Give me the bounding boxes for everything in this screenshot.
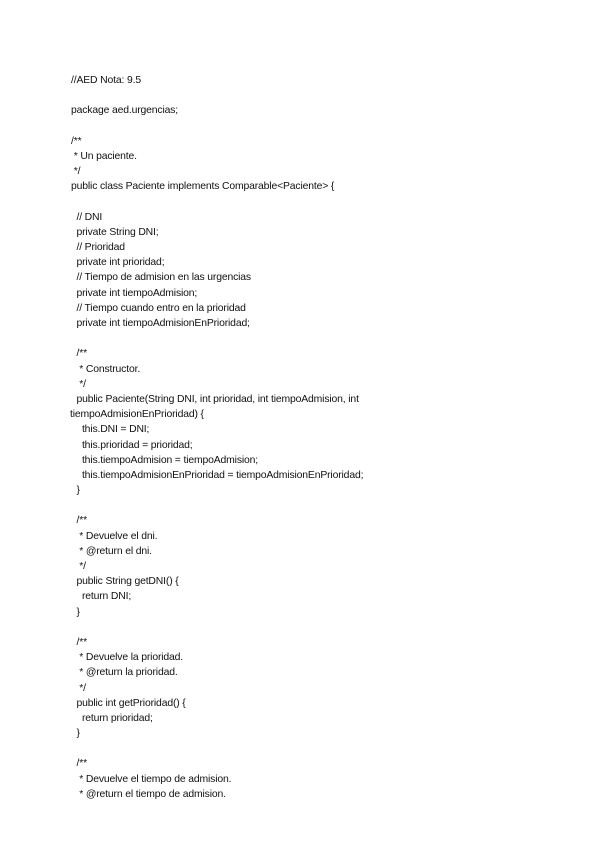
blank-line (71, 331, 581, 346)
blank-line (71, 498, 581, 513)
code-line: this.prioridad = prioridad; (71, 439, 193, 451)
code-line: * Constructor. (71, 363, 141, 375)
code-line: public String getDNI() { (71, 576, 179, 588)
code-line: */ (71, 166, 81, 178)
code-line: } (71, 728, 80, 740)
code-line: */ (71, 682, 86, 694)
code-line: private int tiempoAdmision; (71, 287, 198, 299)
blank-line (71, 741, 581, 756)
blank-line (71, 195, 581, 210)
code-line: */ (71, 561, 86, 572)
blank-line (71, 88, 581, 103)
code-line: private int tiempoAdmisionEnPrioridad; (71, 318, 250, 329)
code-line: /** (71, 758, 87, 770)
code-line: /** (71, 515, 87, 527)
code-line: } (71, 485, 80, 497)
blank-line (71, 119, 581, 134)
code-line: private int prioridad; (71, 257, 165, 269)
code-line: private String DNI; (71, 226, 159, 238)
code-line: return prioridad; (71, 712, 153, 724)
code-line: // Tiempo cuando entro en la prioridad (71, 302, 246, 314)
code-line: public class Paciente implements Comparable<Paciente> { (71, 181, 335, 193)
code-line: } (71, 606, 80, 618)
code-line: this.DNI = DNI; (71, 424, 150, 436)
code-line: * @return el dni. (71, 545, 152, 557)
code-line: * @return el tiempo de admision. (71, 788, 226, 800)
code-line: // Tiempo de admision en las urgencias (71, 272, 251, 284)
code-line: /** (71, 636, 87, 648)
code-line: this.tiempoAdmisionEnPrioridad = tiempoAdmisionEnPrioridad; (71, 469, 364, 481)
code-line: * Devuelve la prioridad. (71, 652, 184, 664)
code-line: //AED Nota: 9.5 (71, 75, 141, 86)
code-line: * @return la prioridad. (71, 667, 178, 679)
code-line: this.tiempoAdmision = tiempoAdmision; (71, 454, 259, 466)
code-line: * Un paciente. (71, 150, 137, 162)
code-line: * Devuelve el dni. (71, 530, 158, 542)
code-line: // Prioridad (71, 242, 125, 254)
blank-line (71, 620, 581, 635)
code-line: public int getPrioridad() { (71, 697, 186, 709)
code-line: // DNI (71, 211, 103, 223)
code-listing (71, 73, 581, 802)
code-line: */ (71, 378, 86, 390)
code-line: /** (71, 348, 87, 360)
code-line: return DNI; (71, 591, 132, 603)
code-line: tiempoAdmisionEnPrioridad) { (70, 409, 204, 421)
code-line: package aed.urgencias; (71, 105, 179, 117)
code-line: public Paciente(String DNI, int prioridad, int tiempoAdmision, int (71, 393, 359, 405)
code-line: /** (71, 135, 82, 147)
code-line: * Devuelve el tiempo de admision. (71, 773, 232, 785)
